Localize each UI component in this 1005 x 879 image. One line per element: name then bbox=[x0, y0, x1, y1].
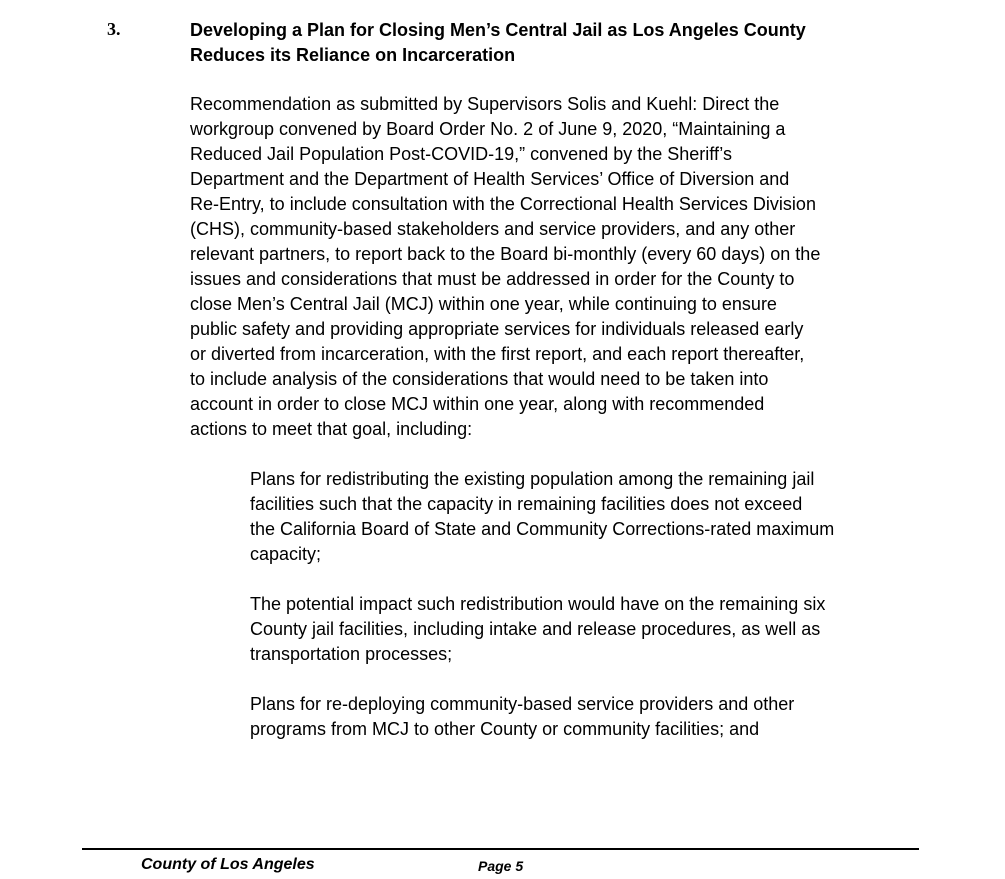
recommendation-line: Re-Entry, to include consultation with the Correctional Health Services Division bbox=[190, 194, 816, 214]
recommendation-paragraph bbox=[190, 92, 910, 442]
footer-organization: County of Los Angeles bbox=[141, 856, 315, 873]
recommendation-line: Recommendation as submitted by Supervisors Solis and Kuehl: Direct the bbox=[190, 94, 780, 114]
sub-item-line: facilities such that the capacity in remaining facilities does not exceed bbox=[250, 494, 803, 514]
item-title-line: Developing a Plan for Closing Men’s Central Jail as Los Angeles County bbox=[190, 20, 806, 40]
item-number: 3. bbox=[107, 19, 121, 39]
recommendation-line: issues and considerations that must be addressed in order for the County to bbox=[190, 269, 795, 289]
sub-item-line: transportation processes; bbox=[250, 644, 453, 664]
sub-item-line: Plans for re-deploying community-based service providers and other bbox=[250, 694, 795, 714]
footer-divider bbox=[82, 848, 919, 850]
sub-item-redeploying-providers bbox=[250, 692, 950, 742]
recommendation-line: close Men’s Central Jail (MCJ) within one year, while continuing to ensure bbox=[190, 294, 777, 314]
recommendation-line: Reduced Jail Population Post-COVID-19,” convened by the Sheriff’s bbox=[190, 144, 732, 164]
sub-item-redistribution-impact bbox=[250, 592, 950, 667]
sub-item-line: Plans for redistributing the existing population among the remaining jail bbox=[250, 469, 815, 489]
sub-item-line: capacity; bbox=[250, 544, 322, 564]
recommendation-line: or diverted from incarceration, with the first report, and each report thereafter, bbox=[190, 344, 805, 364]
recommendation-line: relevant partners, to report back to the Board bi-monthly (every 60 days) on the bbox=[190, 244, 821, 264]
recommendation-line: workgroup convened by Board Order No. 2 of June 9, 2020, “Maintaining a bbox=[190, 119, 786, 139]
sub-item-line: programs from MCJ to other County or community facilities; and bbox=[250, 719, 760, 739]
sub-item-line: the California Board of State and Community Corrections-rated maximum bbox=[250, 519, 835, 539]
recommendation-line: actions to meet that goal, including: bbox=[190, 419, 473, 439]
recommendation-line: Department and the Department of Health Services’ Office of Diversion and bbox=[190, 169, 790, 189]
sub-item-line: County jail facilities, including intake and release procedures, as well as bbox=[250, 619, 821, 639]
item-title-line: Reduces its Reliance on Incarceration bbox=[190, 45, 516, 65]
recommendation-line: account in order to close MCJ within one year, along with recommended bbox=[190, 394, 765, 414]
sub-item-line: The potential impact such redistribution would have on the remaining six bbox=[250, 594, 826, 614]
recommendation-line: (CHS), community-based stakeholders and service providers, and any other bbox=[190, 219, 796, 239]
recommendation-line: public safety and providing appropriate services for individuals released early bbox=[190, 319, 804, 339]
sub-item-redistribution-plans bbox=[250, 467, 950, 567]
footer-page-number: Page 5 bbox=[478, 858, 524, 874]
recommendation-line: to include analysis of the considerations that would need to be taken into bbox=[190, 369, 769, 389]
item-title bbox=[190, 18, 910, 68]
